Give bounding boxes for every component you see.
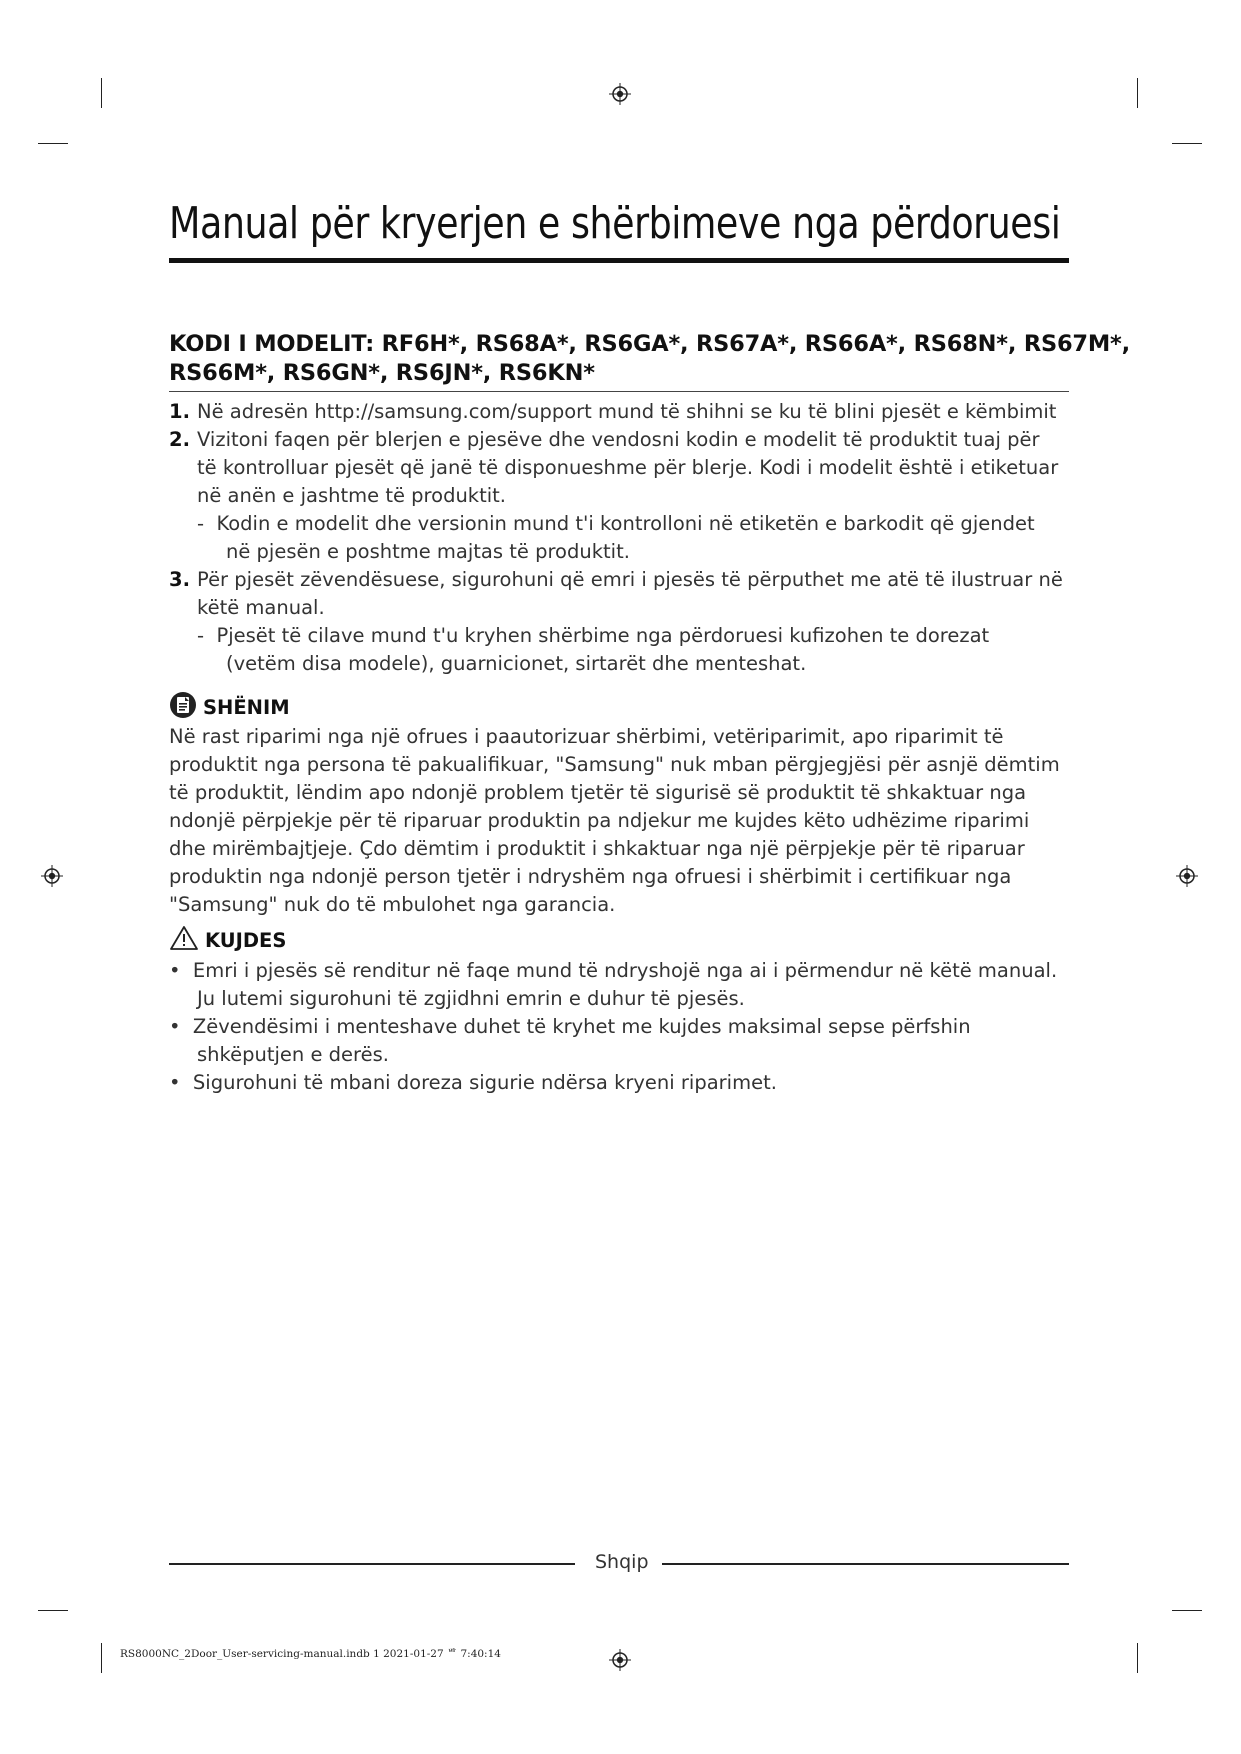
warning-triangle-icon xyxy=(169,925,199,956)
caution-bullet-text: Ju lutemi sigurohuni të zgjidhni emrin e duhur të pjesës. xyxy=(197,987,745,1010)
sub-item: - Kodin e modelit dhe versionin mund t'i kontrolloni në etiketën e barkodit që gjendet xyxy=(197,512,1035,535)
step-text: Në adresën http://samsung.com/support mund të shihni se ku të blini pjesët e këmbimit xyxy=(197,400,1057,423)
step-2 xyxy=(169,426,1069,566)
caution-bullet: • Emri i pjesës së renditur në faqe mund të ndryshojë nga ai i përmendur në këtë manual. xyxy=(169,959,1058,982)
crop-mark-bottom-right-horizontal xyxy=(1172,1610,1202,1611)
note-line: "Samsung" nuk do të mbulohet nga garancia. xyxy=(169,893,616,916)
note-line: dhe mirëmbajtjeje. Çdo dëmtim i produktit i shkaktuar nga një përpjekje për të riparuar xyxy=(169,837,1025,860)
note-label: SHËNIM xyxy=(203,696,290,719)
note-line: produktin nga ndonjë person tjetër i ndryshëm nga ofruesi i shërbimit i certifikuar nga xyxy=(169,865,1012,888)
step-text: të kontrolluar pjesët që janë të disponueshme për blerje. Kodi i modelit është i etiketuar xyxy=(197,456,1059,479)
heading-divider xyxy=(169,391,1069,392)
page-title: Manual për kryerjen e shërbimeve nga përdoruesi xyxy=(169,198,1061,249)
note-line: të produktit, lëndim apo ndonjë problem tjetër të sigurisë së produktit të shkaktuar nga xyxy=(169,781,1027,804)
step-text: këtë manual. xyxy=(197,596,325,619)
note-body xyxy=(169,723,1069,919)
crop-mark-top-right-horizontal xyxy=(1172,143,1202,144)
steps-list xyxy=(169,398,1069,678)
step-3 xyxy=(169,566,1069,678)
step-text: në anën e jashtme të produktit. xyxy=(197,484,507,507)
model-code-line: KODI I MODELIT: RF6H*, RS68A*, RS6GA*, RS67A*, RS66A*, RS68N*, RS67M*, xyxy=(169,331,1130,357)
registration-mark-icon xyxy=(609,83,631,105)
crop-mark-bottom-right-vertical xyxy=(1137,1643,1138,1673)
step-number: 1. xyxy=(169,400,190,423)
note-heading xyxy=(169,691,290,724)
print-imprint: RS8000NC_2Door_User-servicing-manual.indb 1 2021-01-27 ᄇᄒ 7:40:14 xyxy=(120,1648,501,1660)
step-text: Për pjesët zëvendësuese, sigurohuni që emri i pjesës të përputhet me atë të ilustruar në xyxy=(197,568,1063,591)
note-line: produktit nga persona të pakualifikuar, "Samsung" nuk mban përgjegjësi për asnjë dëmtim xyxy=(169,753,1060,776)
step-number: 2. xyxy=(169,428,190,451)
sub-item-text: (vetëm disa modele), guarnicionet, sirtarët dhe menteshat. xyxy=(226,652,807,675)
model-code-line: RS66M*, RS6GN*, RS6JN*, RS6KN* xyxy=(169,360,595,386)
crop-mark-top-right-vertical xyxy=(1137,78,1138,108)
step-1 xyxy=(169,398,1069,426)
step-number: 3. xyxy=(169,568,190,591)
caution-heading xyxy=(169,925,286,956)
registration-mark-icon xyxy=(609,1649,631,1671)
registration-mark-icon xyxy=(1176,865,1198,887)
caution-bullet: • Sigurohuni të mbani doreza sigurie ndërsa kryeni riparimet. xyxy=(169,1071,777,1094)
sub-item-text: në pjesën e poshtme majtas të produktit. xyxy=(226,540,630,563)
footer-rule-right xyxy=(662,1563,1069,1565)
crop-mark-bottom-left-horizontal xyxy=(38,1610,68,1611)
note-icon xyxy=(169,691,197,724)
caution-bullet-text: shkëputjen e derës. xyxy=(197,1043,389,1066)
caution-bullet: • Zëvendësimi i menteshave duhet të kryhet me kujdes maksimal sepse përfshin xyxy=(169,1015,971,1038)
caution-label: KUJDES xyxy=(205,929,287,952)
footer-language: Shqip xyxy=(595,1551,649,1573)
caution-list xyxy=(169,957,1069,1097)
step-text: Vizitoni faqen për blerjen e pjesëve dhe vendosni kodin e modelit të produktit tuaj për xyxy=(197,428,1040,451)
title-underline xyxy=(169,258,1069,263)
sub-item: - Pjesët të cilave mund t'u kryhen shërbime nga përdoruesi kufizohen te dorezat xyxy=(197,624,990,647)
footer-rule-left xyxy=(169,1563,575,1565)
crop-mark-top-left-vertical xyxy=(101,78,102,108)
registration-mark-icon xyxy=(41,865,63,887)
crop-mark-top-left-horizontal xyxy=(38,143,68,144)
note-line: Në rast riparimi nga një ofrues i paautorizuar shërbimi, vetëriparimit, apo riparimit të xyxy=(169,725,1004,748)
note-line: ndonjë përpjekje për të riparuar produktin pa ndjekur me kujdes këto udhëzime riparimi xyxy=(169,809,1030,832)
model-code-heading xyxy=(169,330,1130,388)
crop-mark-bottom-left-vertical xyxy=(101,1643,102,1673)
